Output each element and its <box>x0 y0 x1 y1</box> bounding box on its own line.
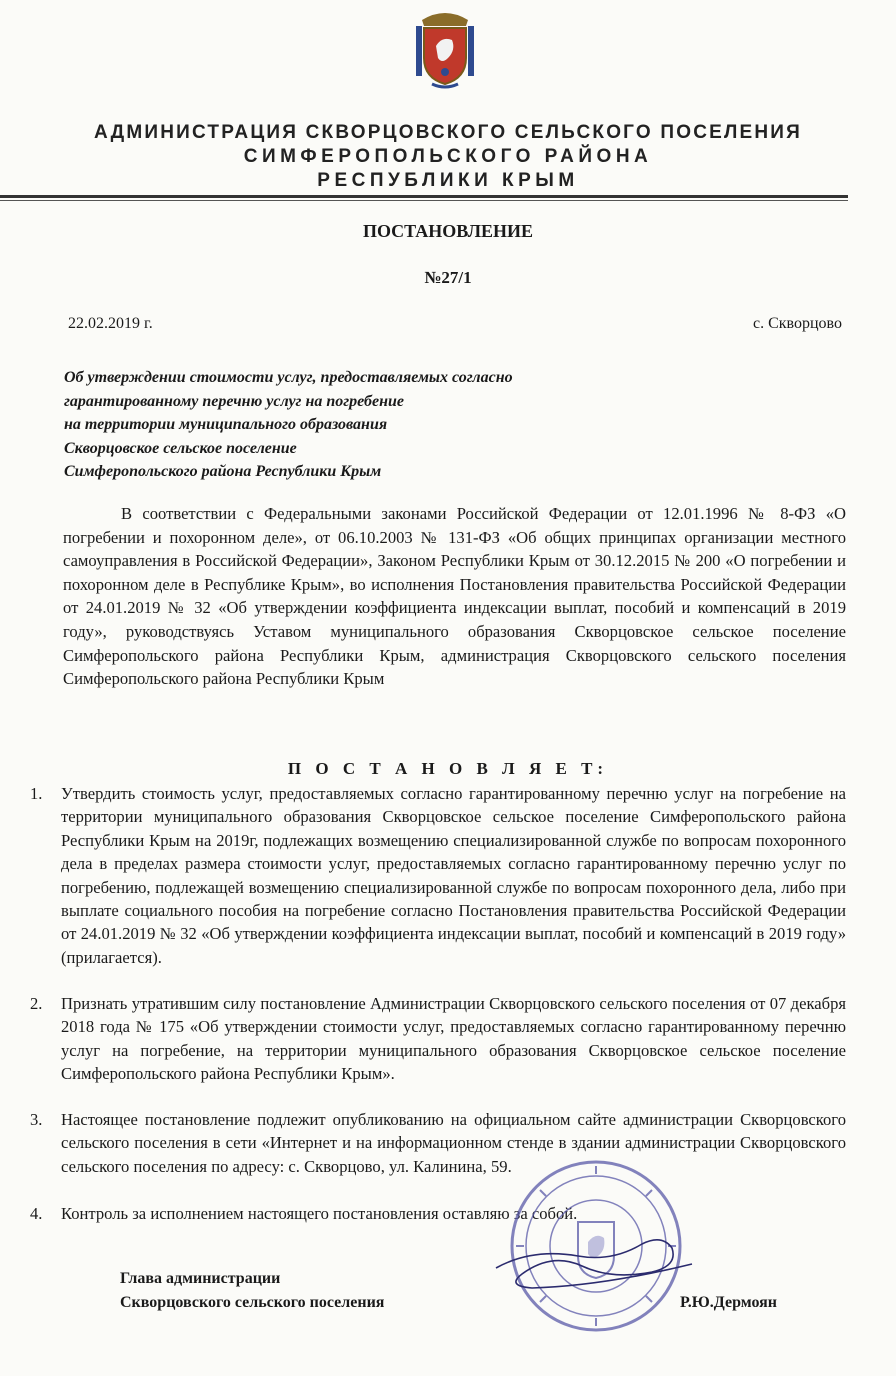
document-subject <box>64 366 664 484</box>
header-line-1: АДМИНИСТРАЦИЯ СКВОРЦОВСКОГО СЕЛЬСКОГО ПОСЕЛЕНИЯ <box>93 122 803 143</box>
item-number: 3. <box>30 1110 43 1129</box>
handwritten-signature-icon <box>492 1226 712 1306</box>
subject-line: гарантированному перечню услуг на погребение <box>64 392 404 410</box>
crimea-coat-of-arms-icon <box>412 6 478 90</box>
decree-heading: П О С Т А Н О В Л Я Е Т: <box>287 759 609 778</box>
item-number: 4. <box>30 1204 43 1223</box>
item-text: Контроль за исполнением настоящего постановления оставляю за собой. <box>61 1204 578 1223</box>
header-line-2: СИМФЕРОПОЛЬСКОГО РАЙОНА <box>243 146 653 167</box>
subject-line: Симферопольского района Республики Крым <box>64 463 382 480</box>
item-number: 1. <box>30 784 43 803</box>
document-number: №27/1 <box>424 268 472 287</box>
subject-line: Об утверждении стоимости услуг, предоставляемых согласно <box>64 369 513 386</box>
subject-line: Скворцовское сельское поселение <box>64 439 297 457</box>
item-text: Утвердить стоимость услуг, предоставляемых согласно гарантированному перечню услуг на погребение на территории муниципального образования Скворцовское сельское поселение Симферопольского района Республики Крым на 2019г, подлежащих возмещению специализированной службе по вопросам похоронного дела в пределах размера стоимости услуг, предоставляемых согласно гарантированному перечню услуг по погребению, подлежащей возмещению специализированной службе по вопросам похоронного дела, либо при выплате социального пособия на погребение согласно Постановления правительства Российской Федерации от 24.01.2019 № 32 «Об утверждении коэффициента индексации выплат, пособий и компенсаций в 2019 году» (прилагается). <box>61 784 846 967</box>
item-text: Настоящее постановление подлежит опубликованию на официальном сайте администрации Скворцовского сельского поселения в сети «Интернет и на информационном стенде в здании администрации Скворцовского сельского поселения по адресу: с. Скворцово, ул. Калинина, 59. <box>61 1110 846 1176</box>
header-rule-thick <box>0 195 848 198</box>
header-rule-thin <box>0 200 848 201</box>
item-number: 2. <box>30 994 43 1013</box>
document-place: с. Скворцово <box>753 315 842 332</box>
signer-name: Р.Ю.Дермоян <box>680 1294 778 1311</box>
header-line-3: РЕСПУБЛИКИ КРЫМ <box>317 170 579 191</box>
document-date: 22.02.2019 г. <box>68 315 153 332</box>
item-text: Признать утратившим силу постановление Администрации Скворцовского сельского поселения от 07 декабря 2018 года № 175 «Об утверждении стоимости услуг, предоставляемых согласно гарантированному перечню услуг на погребение, на территории муниципального образования Скворцовское сельское поселение Симферопольского района Республики Крым». <box>61 994 846 1084</box>
signer-title-1: Глава администрации <box>120 1270 281 1287</box>
signer-title-2: Скворцовского сельского поселения <box>120 1294 385 1311</box>
preamble-paragraph: В соответствии с Федеральными законами Российской Федерации от 12.01.1996 № 8-ФЗ «О погребении и похоронном деле», от 06.10.2003 № 131-ФЗ «Об общих принципах организации местного самоуправления в Российской Федерации», Законом Республики Крым от 30.12.2015 № 200 «О погребении и похоронном деле в Республике Крым», во исполнения Постановления правительства Российской Федерации от 24.01.2019 № 32 «Об утверждении коэффициента индексации выплат, пособий и компенсаций в 2019 году», руководствуясь Уставом муниципального образования Скворцовское сельское поселение Симферопольского района Республики Крым, администрация Скворцовского сельского поселения Симферопольского района Республики Крым <box>63 504 846 689</box>
document-type: ПОСТАНОВЛЕНИЕ <box>362 221 534 241</box>
subject-line: на территории муниципального образования <box>64 416 388 433</box>
